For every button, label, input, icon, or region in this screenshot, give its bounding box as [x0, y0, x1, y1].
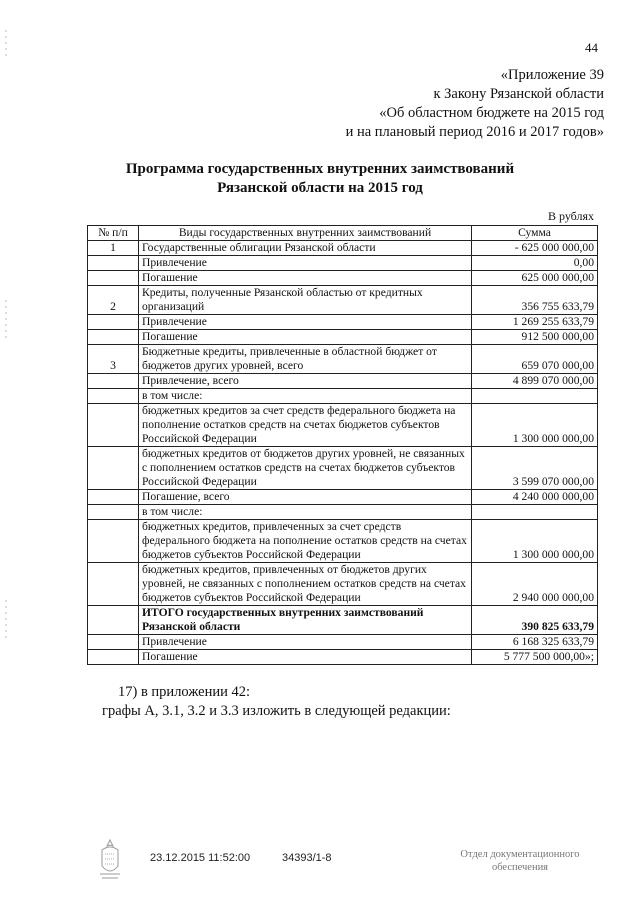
- table-row: [88, 389, 598, 404]
- row-amount: 1 269 255 633,79: [472, 315, 598, 330]
- row-amount: 356 755 633,79: [472, 286, 598, 315]
- table-row: [88, 635, 598, 650]
- row-amount: 2 940 000 000,00: [472, 563, 598, 606]
- header-number: № п/п: [88, 226, 139, 241]
- row-text: Привлечение: [139, 315, 472, 330]
- table-row: [88, 404, 598, 447]
- table-row: [88, 650, 598, 665]
- title-line-1: Программа государственных внутренних заимствований: [125, 161, 515, 177]
- row-number: [88, 635, 139, 650]
- row-number: [88, 650, 139, 665]
- row-amount: 659 070 000,00: [472, 345, 598, 374]
- table-row: [88, 241, 598, 256]
- annex-line-2: к Закону Рязанской области: [433, 86, 604, 102]
- row-text: Погашение: [139, 650, 472, 665]
- row-text: Кредиты, полученные Рязанской областью от кредитных организаций: [139, 286, 472, 315]
- row-number: [88, 520, 139, 563]
- amendment-text: графы А, 3.1, 3.2 и 3.3 изложить в следующей редакции:: [102, 703, 451, 719]
- stamp-line-2: обеспечения: [491, 862, 549, 873]
- table-row: [88, 345, 598, 374]
- annex-line-1: «Приложение 39: [500, 67, 604, 83]
- table-row: [88, 256, 598, 271]
- row-text: бюджетных кредитов от бюджетов других уровней, не связанных с пополнением остатков средств на счетах бюджетов субъектов Российской Федерации: [139, 447, 472, 490]
- table-row: [88, 520, 598, 563]
- row-text: Погашение: [139, 271, 472, 286]
- table-row: [88, 315, 598, 330]
- table-row: [88, 490, 598, 505]
- row-text: Привлечение: [139, 635, 472, 650]
- row-text: бюджетных кредитов, привлеченных от бюджетов других уровней, не связанных с пополнением остатков средств на счетах бюджетов субъектов Российской Федерации: [139, 563, 472, 606]
- row-text: ИТОГО государственных внутренних заимствований Рязанской области: [139, 606, 472, 635]
- units-label: В рублях: [547, 209, 594, 223]
- row-amount: 3 599 070 000,00: [472, 447, 598, 490]
- row-number: [88, 606, 139, 635]
- row-text: Привлечение, всего: [139, 374, 472, 389]
- footer-timestamp: 23.12.2015 11:52:00: [150, 852, 251, 864]
- row-text: Государственные облигации Рязанской области: [139, 241, 472, 256]
- row-number: 1: [88, 241, 139, 256]
- row-number: [88, 330, 139, 345]
- annex-line-4: и на плановый период 2016 и 2017 годов»: [345, 124, 604, 140]
- row-amount: 1 300 000 000,00: [472, 404, 598, 447]
- table-row: [88, 271, 598, 286]
- row-number: [88, 447, 139, 490]
- table-row-total: [88, 606, 598, 635]
- scan-edge-marks: [4, 0, 10, 905]
- row-number: [88, 490, 139, 505]
- crest-icon: [96, 838, 124, 882]
- row-amount: 6 168 325 633,79: [472, 635, 598, 650]
- row-amount: [472, 505, 598, 520]
- table-row: [88, 447, 598, 490]
- row-amount: 0,00: [472, 256, 598, 271]
- row-amount: 4 240 000 000,00: [472, 490, 598, 505]
- row-text: Бюджетные кредиты, привлеченные в областной бюджет от бюджетов других уровней, всего: [139, 345, 472, 374]
- row-number: [88, 563, 139, 606]
- row-text: бюджетных кредитов, привлеченных за счет средств федерального бюджета на пополнение остатков средств на счетах бюджетов субъектов Российской Федерации: [139, 520, 472, 563]
- row-amount: 4 899 070 000,00: [472, 374, 598, 389]
- row-amount: 1 300 000 000,00: [472, 520, 598, 563]
- department-stamp: [440, 848, 600, 874]
- annex-header: [244, 66, 604, 142]
- header-type: Виды государственных внутренних заимствований: [139, 226, 472, 241]
- row-amount: 5 777 500 000,00»;: [472, 650, 598, 665]
- table-row: [88, 374, 598, 389]
- row-number: [88, 271, 139, 286]
- table-row: [88, 563, 598, 606]
- row-number: 2: [88, 286, 139, 315]
- row-amount: 390 825 633,79: [472, 606, 598, 635]
- footer-doc-id: 34393/1-8: [282, 852, 332, 864]
- row-amount: 912 500 000,00: [472, 330, 598, 345]
- page-number: 44: [585, 40, 598, 55]
- row-amount: - 625 000 000,00: [472, 241, 598, 256]
- amendment-item: 17) в приложении 42:: [118, 684, 251, 700]
- row-number: [88, 389, 139, 404]
- row-text: бюджетных кредитов за счет средств федерального бюджета на пополнение остатков средств на счетах бюджетов субъектов Российской Федерации: [139, 404, 472, 447]
- row-text: Привлечение: [139, 256, 472, 271]
- row-number: [88, 404, 139, 447]
- row-amount: [472, 389, 598, 404]
- row-text: Погашение: [139, 330, 472, 345]
- stamp-line-1: Отдел документационного: [460, 849, 580, 860]
- table-row: [88, 330, 598, 345]
- row-text: в том числе:: [139, 505, 472, 520]
- row-amount: 625 000 000,00: [472, 271, 598, 286]
- document-title: [0, 160, 640, 198]
- row-number: [88, 315, 139, 330]
- table-header-row: [88, 226, 598, 241]
- header-amount: Сумма: [472, 226, 598, 241]
- row-number: 3: [88, 345, 139, 374]
- row-number: [88, 256, 139, 271]
- row-number: [88, 374, 139, 389]
- row-text: Погашение, всего: [139, 490, 472, 505]
- annex-line-3: «Об областном бюджете на 2015 год: [379, 105, 604, 121]
- table-row: [88, 505, 598, 520]
- borrowing-program-table: [87, 225, 598, 665]
- table-row: [88, 286, 598, 315]
- title-line-2: Рязанской области на 2015 год: [217, 180, 423, 196]
- row-text: в том числе:: [139, 389, 472, 404]
- row-number: [88, 505, 139, 520]
